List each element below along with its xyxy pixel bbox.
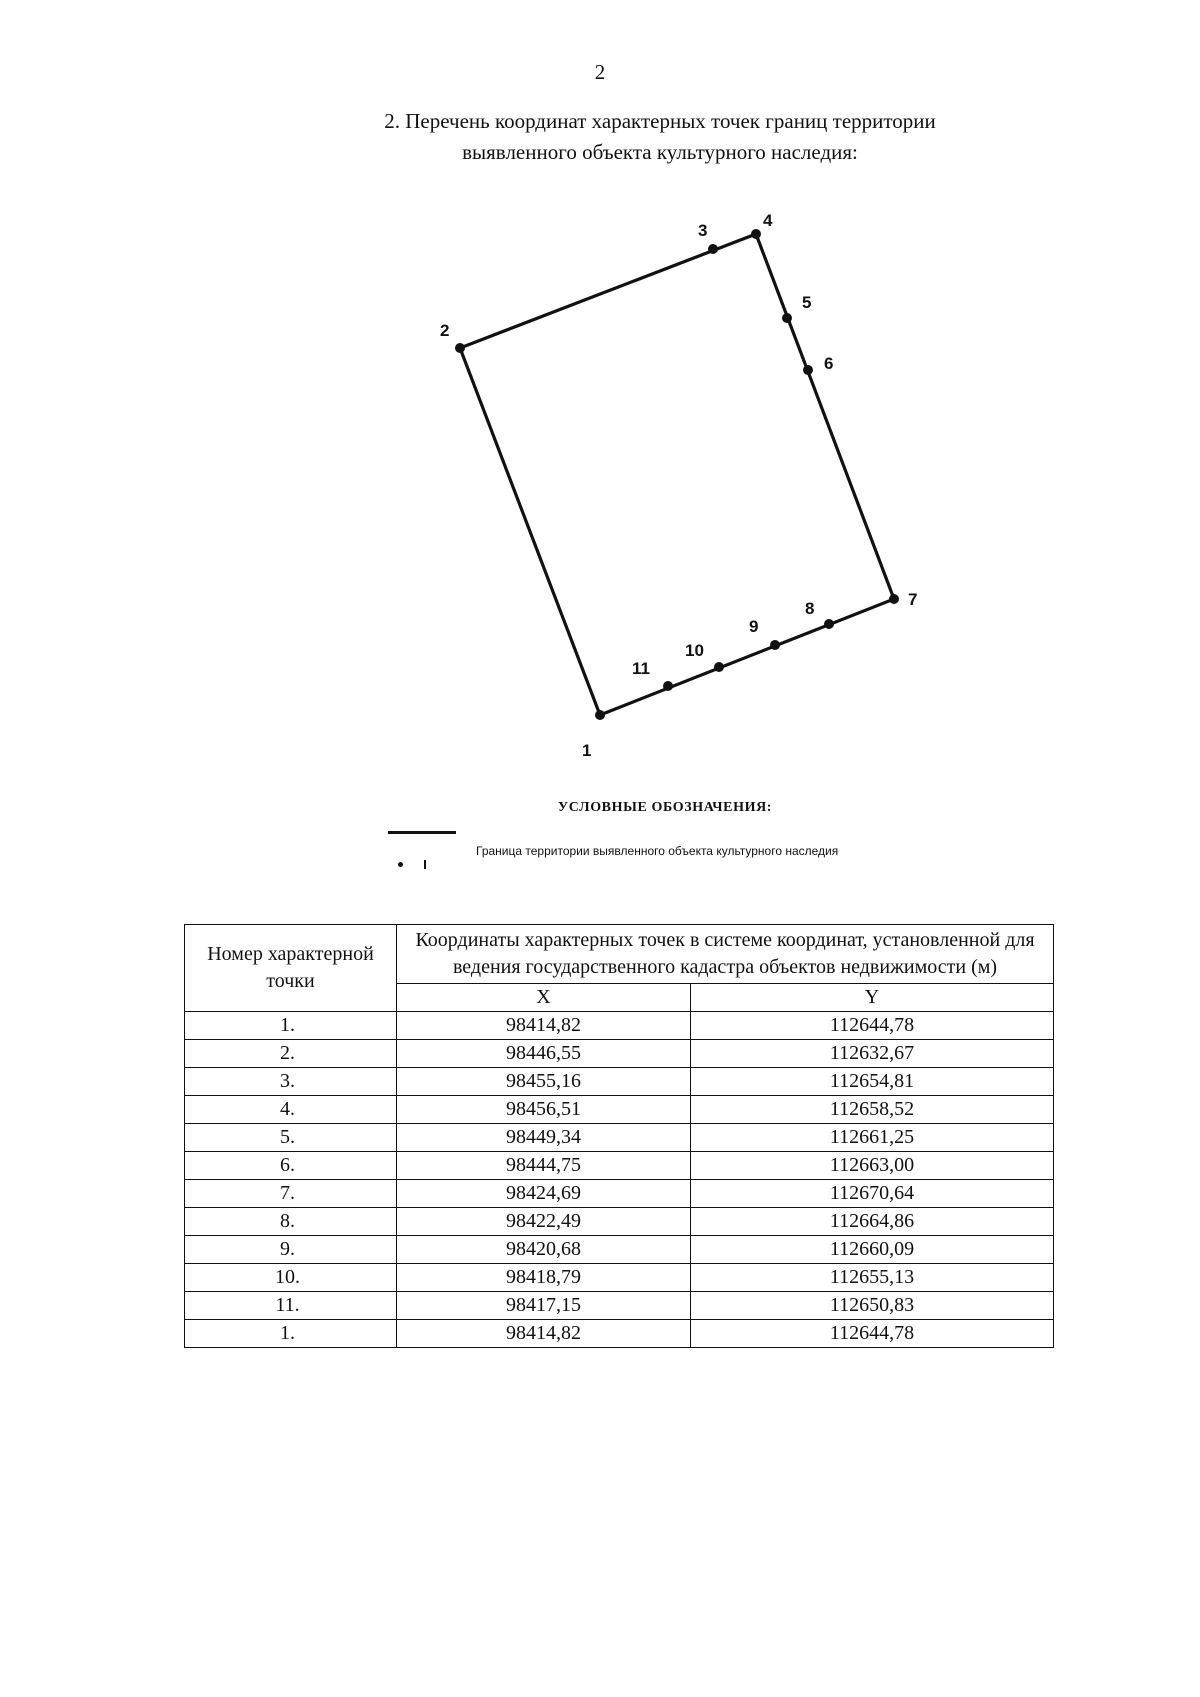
header-coordinates: Координаты характерных точек в системе координат, установленной для ведения государственного кадастра объектов недвижимости (м) <box>397 925 1054 984</box>
cell-y: 112655,13 <box>691 1264 1054 1292</box>
table-row <box>185 1152 1054 1180</box>
cell-x: 98417,15 <box>397 1292 691 1320</box>
table-row <box>185 1292 1054 1320</box>
boundary-outline <box>460 234 894 715</box>
cell-point-number: 5. <box>185 1124 397 1152</box>
table-row <box>185 1320 1054 1348</box>
table-row <box>185 1180 1054 1208</box>
point-label-4: 4 <box>763 211 773 230</box>
legend-boundary-line-sample <box>388 831 456 834</box>
point-marker-8 <box>824 619 834 629</box>
point-marker-4 <box>751 229 761 239</box>
cell-y: 112664,86 <box>691 1208 1054 1236</box>
cell-y: 112644,78 <box>691 1012 1054 1040</box>
point-marker-2 <box>455 343 465 353</box>
cell-x: 98424,69 <box>397 1180 691 1208</box>
legend-point-marker <box>398 862 403 867</box>
point-label-11: 11 <box>632 659 650 678</box>
cell-point-number: 6. <box>185 1152 397 1180</box>
cell-point-number: 8. <box>185 1208 397 1236</box>
point-marker-11 <box>663 681 673 691</box>
point-label-2: 2 <box>440 321 450 340</box>
point-marker-7 <box>889 594 899 604</box>
point-marker-6 <box>803 365 813 375</box>
table-row <box>185 1124 1054 1152</box>
heading-line-1: 2. Перечень координат характерных точек границ территории <box>384 109 936 133</box>
point-marker-1 <box>595 710 605 720</box>
cell-x: 98422,49 <box>397 1208 691 1236</box>
point-label-10: 10 <box>685 641 704 660</box>
cell-y: 112650,83 <box>691 1292 1054 1320</box>
header-y: Y <box>691 984 1054 1012</box>
point-marker-10 <box>714 662 724 672</box>
cell-point-number: 4. <box>185 1096 397 1124</box>
heading-line-2: выявленного объекта культурного наследия: <box>462 140 858 164</box>
cell-point-number: 7. <box>185 1180 397 1208</box>
cell-x: 98444,75 <box>397 1152 691 1180</box>
cell-y: 112658,52 <box>691 1096 1054 1124</box>
point-label-8: 8 <box>805 599 815 618</box>
plan-points <box>440 211 917 760</box>
section-heading <box>300 106 1020 168</box>
point-label-7: 7 <box>908 590 918 609</box>
table-row <box>185 1068 1054 1096</box>
cell-x: 98449,34 <box>397 1124 691 1152</box>
point-label-3: 3 <box>698 221 708 240</box>
cell-point-number: 2. <box>185 1040 397 1068</box>
cell-x: 98414,82 <box>397 1012 691 1040</box>
point-label-6: 6 <box>824 354 834 373</box>
point-marker-5 <box>782 313 792 323</box>
point-label-9: 9 <box>749 617 759 636</box>
table-row <box>185 1096 1054 1124</box>
cell-y: 112661,25 <box>691 1124 1054 1152</box>
cell-point-number: 3. <box>185 1068 397 1096</box>
table-row <box>185 1264 1054 1292</box>
cell-point-number: 1. <box>185 1012 397 1040</box>
point-label-5: 5 <box>802 293 812 312</box>
cell-point-number: 1. <box>185 1320 397 1348</box>
legend-point-label-sample <box>424 860 426 869</box>
cell-y: 112663,00 <box>691 1152 1054 1180</box>
header-x: X <box>397 984 691 1012</box>
cell-x: 98455,16 <box>397 1068 691 1096</box>
cell-x: 98414,82 <box>397 1320 691 1348</box>
cell-x: 98446,55 <box>397 1040 691 1068</box>
table-row <box>185 1012 1054 1040</box>
cell-point-number: 9. <box>185 1236 397 1264</box>
cell-y: 112670,64 <box>691 1180 1054 1208</box>
cell-point-number: 11. <box>185 1292 397 1320</box>
cell-y: 112654,81 <box>691 1068 1054 1096</box>
legend-boundary-text: Граница территории выявленного объекта культурного наследия <box>476 844 839 858</box>
legend-title: УСЛОВНЫЕ ОБОЗНАЧЕНИЯ: <box>557 800 773 815</box>
cell-x: 98418,79 <box>397 1264 691 1292</box>
point-marker-9 <box>770 640 780 650</box>
header-point-number: Номер характерной точки <box>185 925 397 1012</box>
cell-x: 98456,51 <box>397 1096 691 1124</box>
cell-point-number: 10. <box>185 1264 397 1292</box>
point-label-1: 1 <box>582 741 592 760</box>
coordinates-table-body <box>185 1012 1054 1348</box>
coordinates-table <box>184 924 1054 1348</box>
table-row <box>185 1040 1054 1068</box>
cell-y: 112660,09 <box>691 1236 1054 1264</box>
table-row <box>185 1236 1054 1264</box>
page-number: 2 <box>594 60 606 84</box>
table-row <box>185 1208 1054 1236</box>
cell-y: 112644,78 <box>691 1320 1054 1348</box>
point-marker-3 <box>708 244 718 254</box>
cell-y: 112632,67 <box>691 1040 1054 1068</box>
cell-x: 98420,68 <box>397 1236 691 1264</box>
